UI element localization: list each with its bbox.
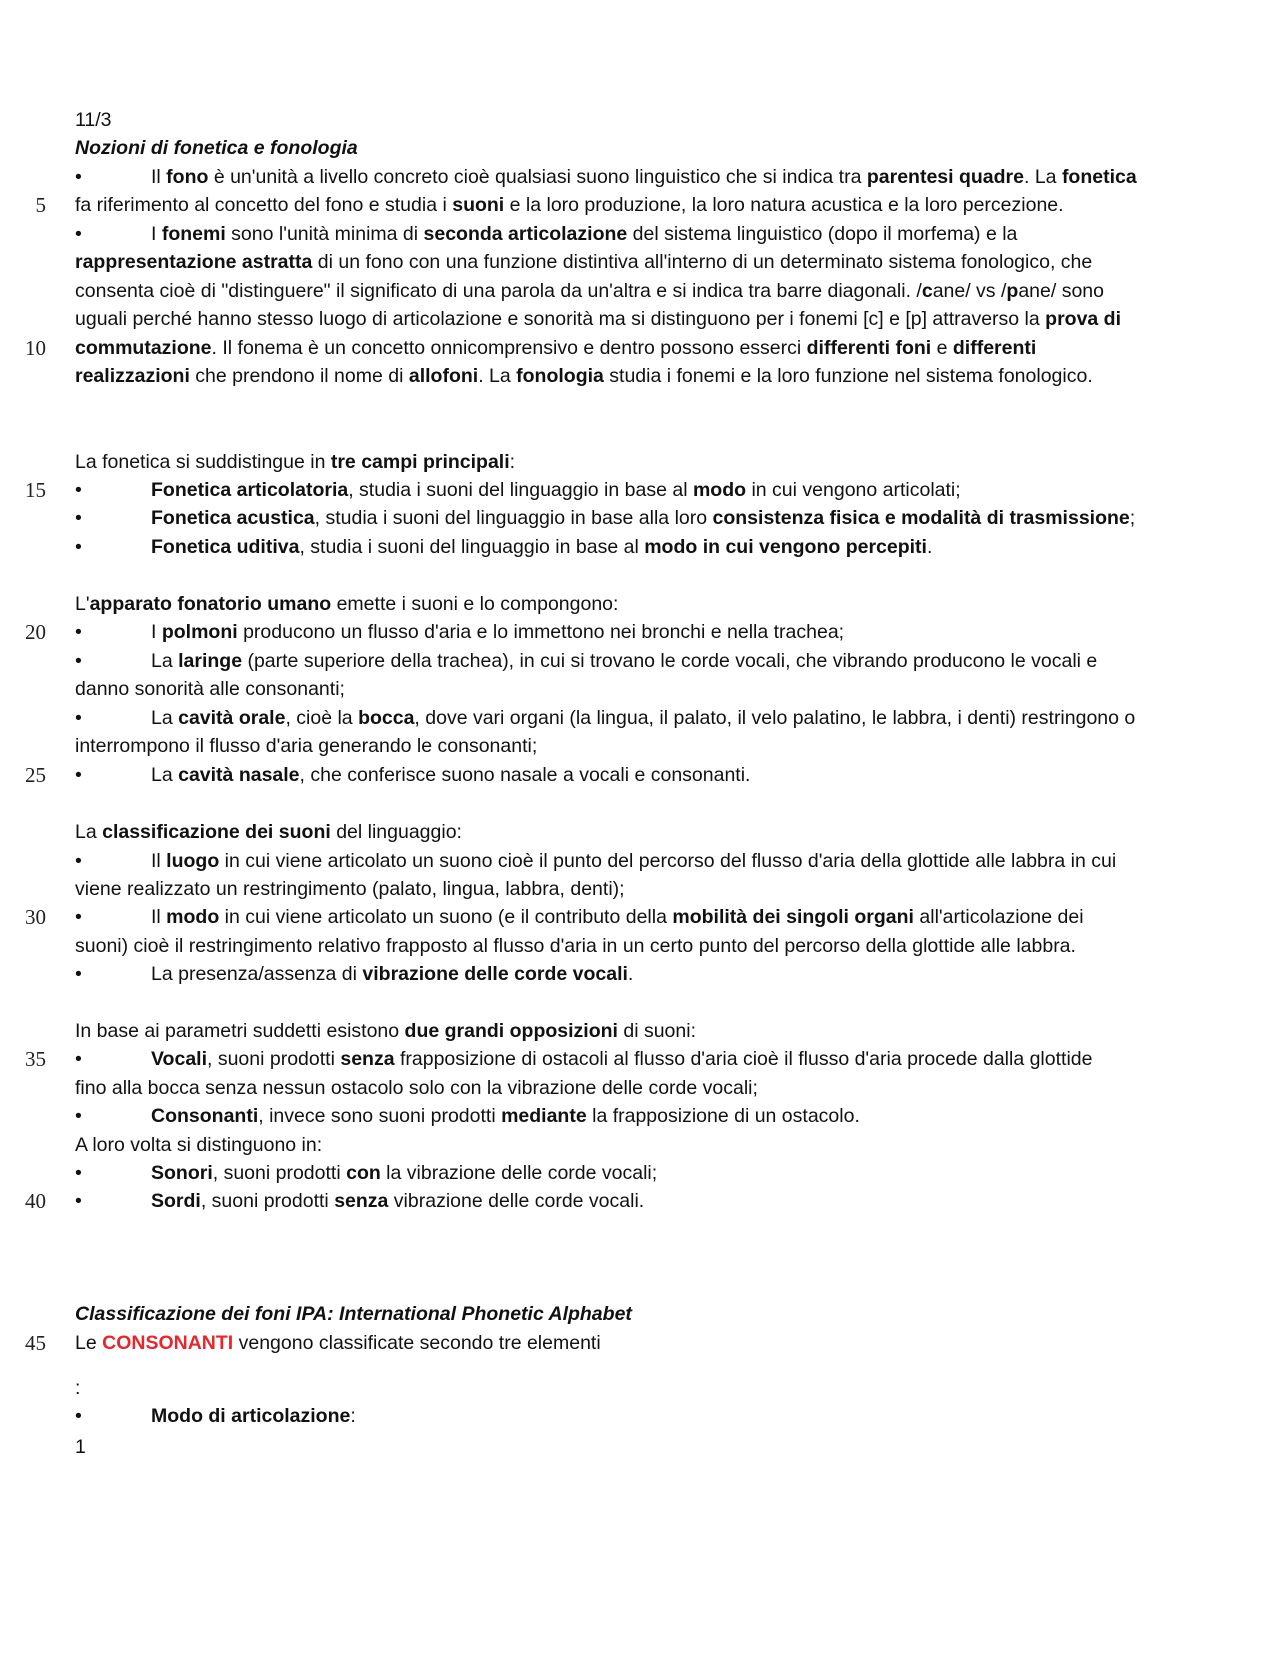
text-run: , invece sono suoni prodotti xyxy=(258,1105,502,1127)
text-line xyxy=(75,1073,1210,1103)
bold-term: senza xyxy=(334,1190,389,1212)
text-run: del linguaggio: xyxy=(330,821,462,843)
bold-term: differenti xyxy=(952,337,1037,359)
text-run: , studia i suoni del linguaggio in base alla loro xyxy=(314,507,713,529)
text-line xyxy=(75,1101,1210,1131)
text-run: : xyxy=(350,1405,356,1427)
bold-term: Fonetica articolatoria xyxy=(151,479,349,501)
bold-term: polmoni xyxy=(161,621,238,643)
bullet-icon: • xyxy=(75,1048,82,1070)
text-line xyxy=(75,361,1210,391)
text-run: ane/ sono xyxy=(1018,280,1104,302)
text-run: uguali perché hanno stesso luogo di articolazione e sonorità ma si distinguono per i fonemi [c] e [p] attraverso la xyxy=(75,308,1046,330)
text-run: I xyxy=(151,621,162,643)
text-run: . La xyxy=(1023,166,1062,188)
text-line xyxy=(75,333,1210,363)
bold-term: Fonetica acustica xyxy=(151,507,315,529)
text-run: , studia i suoni del linguaggio in base al xyxy=(348,479,693,501)
text-line xyxy=(75,674,1210,704)
text-run: la frapposizione di un ostacolo. xyxy=(586,1105,860,1127)
text-line xyxy=(75,503,1210,533)
text-run: Il xyxy=(151,850,167,872)
bold-term: modo xyxy=(166,906,220,928)
text-line xyxy=(75,703,1210,733)
bold-term: Vocali xyxy=(151,1048,207,1070)
text-run: fa riferimento al concetto del fono e studia i xyxy=(75,194,453,216)
text-run: , che conferisce suono nasale a vocali e consonanti. xyxy=(299,764,751,786)
bullet-icon: • xyxy=(75,963,82,985)
line-number: 25 xyxy=(25,763,46,787)
text-run: La xyxy=(151,764,179,786)
bullet-icon: • xyxy=(75,479,82,501)
text-run: , suoni prodotti xyxy=(207,1048,341,1070)
text-run: in cui viene articolato un suono (e il contributo della xyxy=(219,906,673,928)
text-line xyxy=(75,817,1210,847)
text-run: In base ai parametri suddetti esistono xyxy=(75,1020,405,1042)
bold-term: consistenza fisica e modalità di trasmissione xyxy=(712,507,1130,529)
bold-term: Nozioni di fonetica e fonologia xyxy=(75,137,358,159)
text-run: . La xyxy=(478,365,517,387)
text-run: , suoni prodotti xyxy=(212,1162,347,1184)
text-line xyxy=(75,731,1210,761)
bullet-icon: • xyxy=(75,166,82,188)
bold-term: laringe xyxy=(178,650,243,672)
bold-term: apparato fonatorio umano xyxy=(89,593,332,615)
bold-term: con xyxy=(346,1162,381,1184)
line-number: 40 xyxy=(25,1189,46,1213)
bold-term: cavità orale xyxy=(178,707,286,729)
bold-term: Sordi xyxy=(151,1190,201,1212)
text-run: , dove vari organi (la lingua, il palato, il velo palatino, le labbra, i denti) restringono o xyxy=(414,707,1136,729)
bullet-icon: • xyxy=(75,1162,82,1184)
bold-term: due grandi opposizioni xyxy=(404,1020,618,1042)
text-run: del sistema linguistico (dopo il morfema) e la xyxy=(627,223,1018,245)
text-run: all'articolazione dei xyxy=(913,906,1084,928)
text-run: consenta cioè di "distinguere" il significato di una parola da un'altra e si indica tra barre diagonali. / xyxy=(75,280,922,302)
text-line xyxy=(75,133,1210,163)
text-line xyxy=(75,646,1210,676)
text-run: la vibrazione delle corde vocali; xyxy=(380,1162,658,1184)
text-line xyxy=(75,931,1210,961)
text-run: : xyxy=(75,1377,81,1399)
text-run: ane/ vs / xyxy=(932,280,1007,302)
bold-term: senza xyxy=(340,1048,395,1070)
bullet-icon: • xyxy=(75,536,82,558)
bullet-icon: • xyxy=(75,1190,82,1212)
text-line xyxy=(75,276,1210,306)
text-run: La presenza/assenza di xyxy=(151,963,363,985)
line-number: 45 xyxy=(25,1331,46,1355)
text-line xyxy=(75,1328,1210,1358)
text-run: La xyxy=(151,707,179,729)
text-line xyxy=(75,162,1210,192)
text-run: La xyxy=(151,650,179,672)
bold-term: tre campi principali xyxy=(330,451,510,473)
text-run: Le xyxy=(75,1332,103,1354)
bullet-icon: • xyxy=(75,1405,82,1427)
text-run: sono l'unità minima di xyxy=(225,223,424,245)
text-line xyxy=(75,760,1210,790)
bullet-icon: • xyxy=(75,621,82,643)
text-line xyxy=(75,874,1210,904)
bold-term: fonologia xyxy=(516,365,604,387)
line-number: 15 xyxy=(25,478,46,502)
text-line xyxy=(75,846,1210,876)
bold-term: Consonanti xyxy=(151,1105,259,1127)
bold-term: rappresentazione astratta xyxy=(75,251,313,273)
bold-term: fonetica xyxy=(1061,166,1137,188)
bold-term: luogo xyxy=(166,850,220,872)
text-run: : xyxy=(509,451,516,473)
bullet-icon: • xyxy=(75,707,82,729)
text-run: e la loro produzione, la loro natura acustica e la loro percezione. xyxy=(504,194,1064,216)
bold-term: parentesi quadre xyxy=(866,166,1024,188)
bullet-icon: • xyxy=(75,850,82,872)
line-number: 30 xyxy=(25,905,46,929)
bold-term: allofoni xyxy=(408,365,479,387)
bold-term: modo xyxy=(692,479,747,501)
text-line xyxy=(75,219,1210,249)
text-run: di un fono con una funzione distintiva all'interno di un determinato sistema fonologico, che xyxy=(312,251,1093,273)
bold-term: seconda articolazione xyxy=(423,223,628,245)
text-run: . xyxy=(627,963,634,985)
text-run: suoni) cioè il restringimento relativo frapposto al flusso d'aria in un certo punto del percorso della glottide alle labbra. xyxy=(75,935,1076,957)
text-line xyxy=(75,959,1210,989)
text-line xyxy=(75,1016,1210,1046)
bullet-icon: • xyxy=(75,764,82,786)
bold-term: modo in cui vengono percepiti xyxy=(644,536,927,558)
bold-term: commutazione xyxy=(75,337,212,359)
bold-term: c xyxy=(921,280,933,302)
text-run: in cui vengono articolati; xyxy=(746,479,961,501)
text-line xyxy=(75,1299,1210,1329)
bold-term: bocca xyxy=(358,707,415,729)
text-run: I xyxy=(151,223,162,245)
text-run: , cioè la xyxy=(285,707,359,729)
text-run: 11/3 xyxy=(75,109,112,131)
bold-term: fono xyxy=(166,166,209,188)
line-number: 10 xyxy=(25,336,46,360)
text-run: L' xyxy=(75,593,90,615)
bold-term: realizzazioni xyxy=(75,365,190,387)
bold-term: fonemi xyxy=(161,223,226,245)
text-line xyxy=(75,105,1210,135)
text-run: . xyxy=(926,536,933,558)
text-run: Il xyxy=(151,906,167,928)
bold-term: Classificazione dei foni IPA: International Phonetic Alphabet xyxy=(75,1303,632,1325)
text-run: di suoni: xyxy=(617,1020,696,1042)
line-number: 20 xyxy=(25,620,46,644)
text-run: , suoni prodotti xyxy=(200,1190,335,1212)
text-run: è un'unità a livello concreto cioè qualsiasi suono linguistico che si indica tra xyxy=(208,166,867,188)
bold-term: prova di xyxy=(1045,308,1122,330)
text-line xyxy=(75,902,1210,932)
text-line xyxy=(75,247,1210,277)
text-run: viene realizzato un restringimento (palato, lingua, labbra, denti); xyxy=(75,878,625,900)
bold-term: cavità nasale xyxy=(178,764,300,786)
text-run: ; xyxy=(1129,507,1136,529)
text-line xyxy=(75,1130,1210,1160)
text-run: vibrazione delle corde vocali. xyxy=(388,1190,645,1212)
text-run: danno sonorità alle consonanti; xyxy=(75,678,345,700)
text-run: , studia i suoni del linguaggio in base al xyxy=(299,536,645,558)
bold-term: Modo di articolazione xyxy=(151,1405,351,1427)
text-line xyxy=(75,1186,1210,1216)
text-run: frapposizione di ostacoli al flusso d'aria cioè il flusso d'aria procede dalla glottide xyxy=(394,1048,1093,1070)
text-run: La xyxy=(75,821,103,843)
text-line xyxy=(75,447,1210,477)
highlighted-term: CONSONANTI xyxy=(102,1332,234,1354)
text-run: vengono classificate secondo tre elementi xyxy=(233,1332,601,1354)
bullet-icon: • xyxy=(75,223,82,245)
bold-term: Sonori xyxy=(151,1162,213,1184)
text-line xyxy=(75,1044,1210,1074)
text-run: La fonetica si suddistingue in xyxy=(75,451,331,473)
bold-term: mobilità dei singoli organi xyxy=(672,906,914,928)
text-run: studia i fonemi e la loro funzione nel sistema fonologico. xyxy=(603,365,1093,387)
text-line xyxy=(75,617,1210,647)
text-run: emette i suoni e lo compongono: xyxy=(331,593,619,615)
text-line xyxy=(75,190,1210,220)
line-number: 35 xyxy=(25,1047,46,1071)
bold-term: suoni xyxy=(452,194,505,216)
text-run: in cui viene articolato un suono cioè il punto del percorso del flusso d'aria della glottide alle labbra in cui xyxy=(219,850,1117,872)
bullet-icon: • xyxy=(75,906,82,928)
text-run: 1 xyxy=(75,1436,86,1458)
text-line xyxy=(75,532,1210,562)
bullet-icon: • xyxy=(75,650,82,672)
text-run: e xyxy=(931,337,953,359)
text-run: che prendono il nome di xyxy=(189,365,409,387)
text-run: . Il fonema è un concetto onnicomprensivo e dentro possono esserci xyxy=(211,337,807,359)
bold-term: classificazione dei suoni xyxy=(102,821,331,843)
line-number: 5 xyxy=(35,193,46,217)
text-line xyxy=(75,589,1210,619)
text-line xyxy=(75,1373,1210,1403)
bold-term: p xyxy=(1006,280,1019,302)
text-line xyxy=(75,1401,1210,1431)
bold-term: mediante xyxy=(501,1105,587,1127)
text-line xyxy=(75,1158,1210,1188)
text-run: producono un flusso d'aria e lo immettono nei bronchi e nella trachea; xyxy=(237,621,845,643)
text-run: interrompono il flusso d'aria generando le consonanti; xyxy=(75,735,538,757)
text-line xyxy=(75,1432,1210,1462)
bullet-icon: • xyxy=(75,507,82,529)
text-run: Il xyxy=(151,166,167,188)
text-run: (parte superiore della trachea), in cui si trovano le corde vocali, che vibrando producono le vocali e xyxy=(242,650,1098,672)
bold-term: vibrazione delle corde vocali xyxy=(362,963,628,985)
bold-term: Fonetica uditiva xyxy=(151,536,300,558)
text-run: A loro volta si distinguono in: xyxy=(75,1134,323,1156)
bullet-icon: • xyxy=(75,1105,82,1127)
text-run: fino alla bocca senza nessun ostacolo solo con la vibrazione delle corde vocali; xyxy=(75,1077,758,1099)
text-line xyxy=(75,304,1210,334)
bold-term: differenti foni xyxy=(806,337,932,359)
text-line xyxy=(75,475,1210,505)
